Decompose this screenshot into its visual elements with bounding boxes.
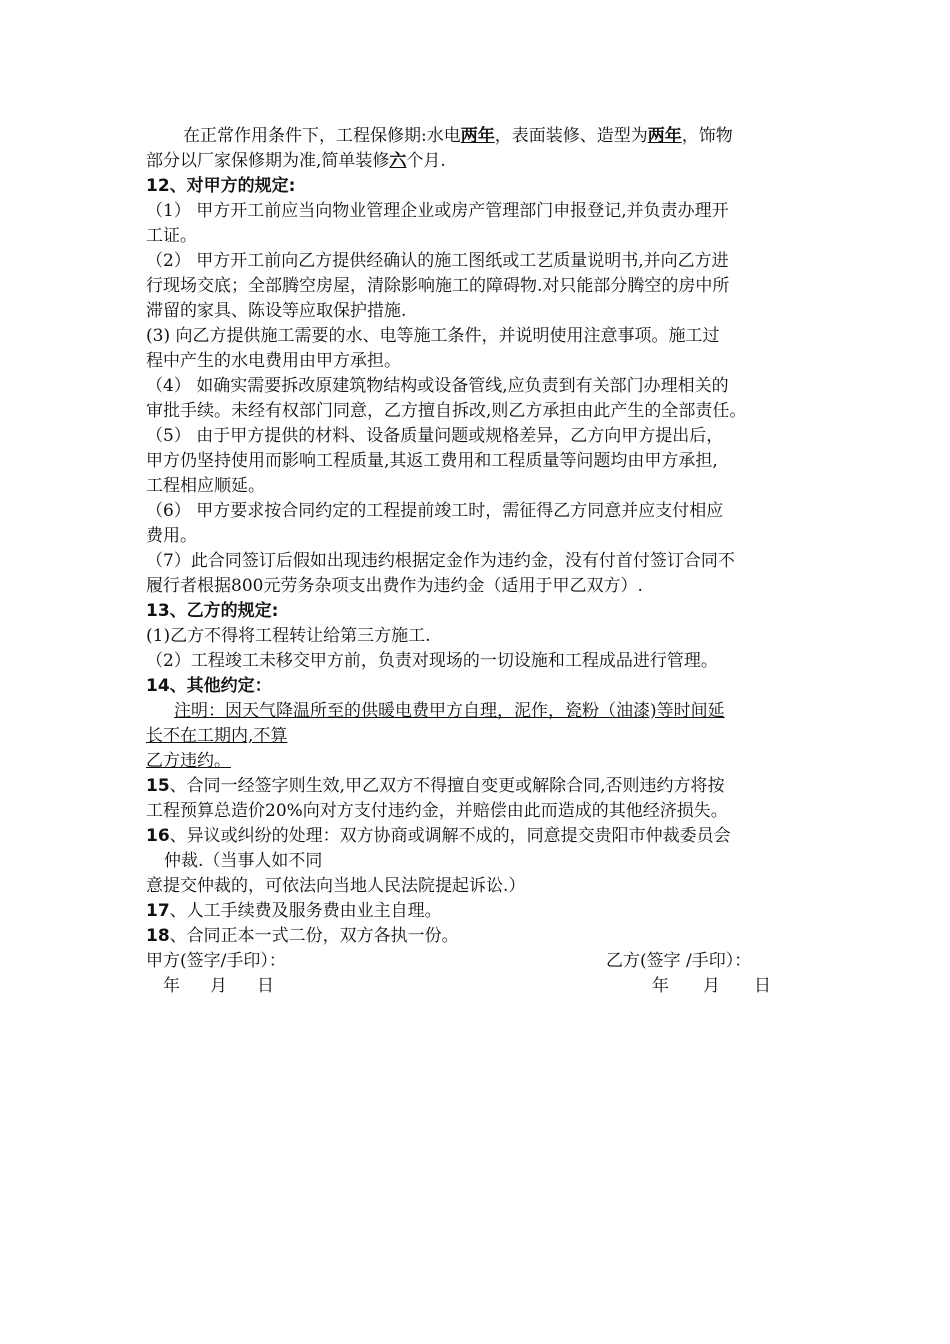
s14-note-cont <box>146 724 816 749</box>
warranty-line-2 <box>146 149 816 174</box>
s12-item-1-cont: 工证。 <box>146 226 197 246</box>
section-17-text: 、人工手续费及服务费由业主自理。 <box>169 901 442 921</box>
s14-note-text: 长不在工期内,不算 <box>146 726 288 746</box>
signature-row <box>146 949 816 974</box>
s12-item-5-cont: 甲方仍坚持使用而影响工程质量,其返工费用和工程质量等问题均由甲方承担, <box>146 451 718 471</box>
s12-item-4: （4） 如确实需要拆改原建筑物结构或设备管线,应负责到有关部门办理相关的 <box>146 376 729 396</box>
section-15 <box>146 774 816 799</box>
section-15-cont: 工程预算总造价20%向对方支付违约金，并赔偿由此而造成的其他经济损失。 <box>146 801 728 821</box>
section-14-heading: 14、其他约定： <box>146 676 272 696</box>
date-year: 年 <box>163 976 180 996</box>
warranty-surface-term: 两年 <box>647 126 682 146</box>
s12-item-3: (3) 向乙方提供施工需要的水、电等施工条件，并说明使用注意事项。施工过 <box>146 326 720 346</box>
s14-note-text: 乙方违约。 <box>146 751 231 771</box>
s12-item-7-cont: 履行者根据800元劳务杂项支出费作为违约金（适用于甲乙双方）. <box>146 576 643 596</box>
s12-item-5: （5） 由于甲方提供的材料、设备质量问题或规格差异，乙方向甲方提出后， <box>146 426 724 446</box>
section-16-cont: 仲裁.（当事人如不同 <box>164 851 323 871</box>
s12-item-6: （6） 甲方要求按合同约定的工程提前竣工时，需征得乙方同意并应支付相应 <box>146 501 724 521</box>
s12-item-2: （2） 甲方开工前向乙方提供经确认的施工图纸或工艺质量说明书,并向乙方进 <box>146 251 729 271</box>
s14-note <box>146 699 816 724</box>
date-month: 月 <box>210 976 227 996</box>
warranty-plumbing-term: 两年 <box>460 126 495 146</box>
date-day: 日 <box>754 976 771 996</box>
party-a-date <box>163 974 274 999</box>
section-17 <box>146 899 816 924</box>
date-row <box>146 974 816 999</box>
section-16-number: 16 <box>146 826 170 846</box>
s13-item-2: （2）工程竣工未移交甲方前，负责对现场的一切设施和工程成品进行管理。 <box>146 651 718 671</box>
date-day: 日 <box>257 976 274 996</box>
party-b-date <box>652 974 771 999</box>
section-17-number: 17 <box>146 901 170 921</box>
warranty-text: 在正常作用条件下，工程保修期:水电 <box>183 126 461 146</box>
date-year: 年 <box>652 976 669 996</box>
warranty-text: ，表面装修、造型为 <box>494 126 648 146</box>
s12-item-1: （1） 甲方开工前应当向物业管理企业或房产管理部门申报登记,并负责办理开 <box>146 201 729 221</box>
s13-item-1: (1)乙方不得将工程转让给第三方施工. <box>146 626 431 646</box>
contract-page <box>146 124 816 999</box>
section-12-heading: 12、对甲方的规定: <box>146 176 296 196</box>
s12-item-4-cont: 审批手续。未经有权部门同意，乙方擅自拆改,则乙方承担由此产生的全部责任。 <box>146 401 747 421</box>
s12-item-2-cont: 滞留的家具、陈设等应取保护措施. <box>146 301 407 321</box>
section-18-text: 、合同正本一式二份，双方各执一份。 <box>169 926 459 946</box>
warranty-text: 部分以厂家保修期为准,简单装修 <box>146 151 390 171</box>
section-16-text: 、异议或纠纷的处理：双方协商或调解不成的，同意提交贵阳市仲裁委员会 <box>169 826 731 846</box>
section-18-number: 18 <box>146 926 170 946</box>
s12-item-2-cont: 行现场交底；全部腾空房屋，清除影响施工的障碍物.对只能部分腾空的房中所 <box>146 276 730 296</box>
s14-note-cont <box>146 749 816 774</box>
s12-item-7: （7）此合同签订后假如出现违约根据定金作为违约金，没有付首付签订合同不 <box>146 551 735 571</box>
party-b-signature-label: 乙方(签字 /手印）： <box>606 951 752 971</box>
warranty-text: 个月. <box>406 151 446 171</box>
party-a-signature-label: 甲方(签字/手印）： <box>146 951 286 971</box>
section-15-text: 、合同一经签字则生效,甲乙双方不得擅自变更或解除合同,否则违约方将按 <box>169 776 725 796</box>
section-15-number: 15 <box>146 776 170 796</box>
s12-item-3-cont: 程中产生的水电费用由甲方承担。 <box>146 351 401 371</box>
section-16-cont: 意提交仲裁的，可依法向当地人民法院提起诉讼.） <box>146 876 526 896</box>
date-month: 月 <box>703 976 720 996</box>
section-13-heading: 13、乙方的规定: <box>146 601 279 621</box>
section-18 <box>146 924 816 949</box>
section-16 <box>146 824 816 849</box>
s12-item-6-cont: 费用。 <box>146 526 197 546</box>
warranty-text: ，饰物 <box>681 126 733 146</box>
s12-item-5-cont: 工程相应顺延。 <box>146 476 265 496</box>
s14-note-text: 注明：因天气降温所至的供暖电费甲方自理，泥作，瓷粉（油漆)等时间延 <box>174 701 725 721</box>
warranty-simple-term: 六 <box>389 151 407 171</box>
warranty-line-1 <box>146 124 816 149</box>
